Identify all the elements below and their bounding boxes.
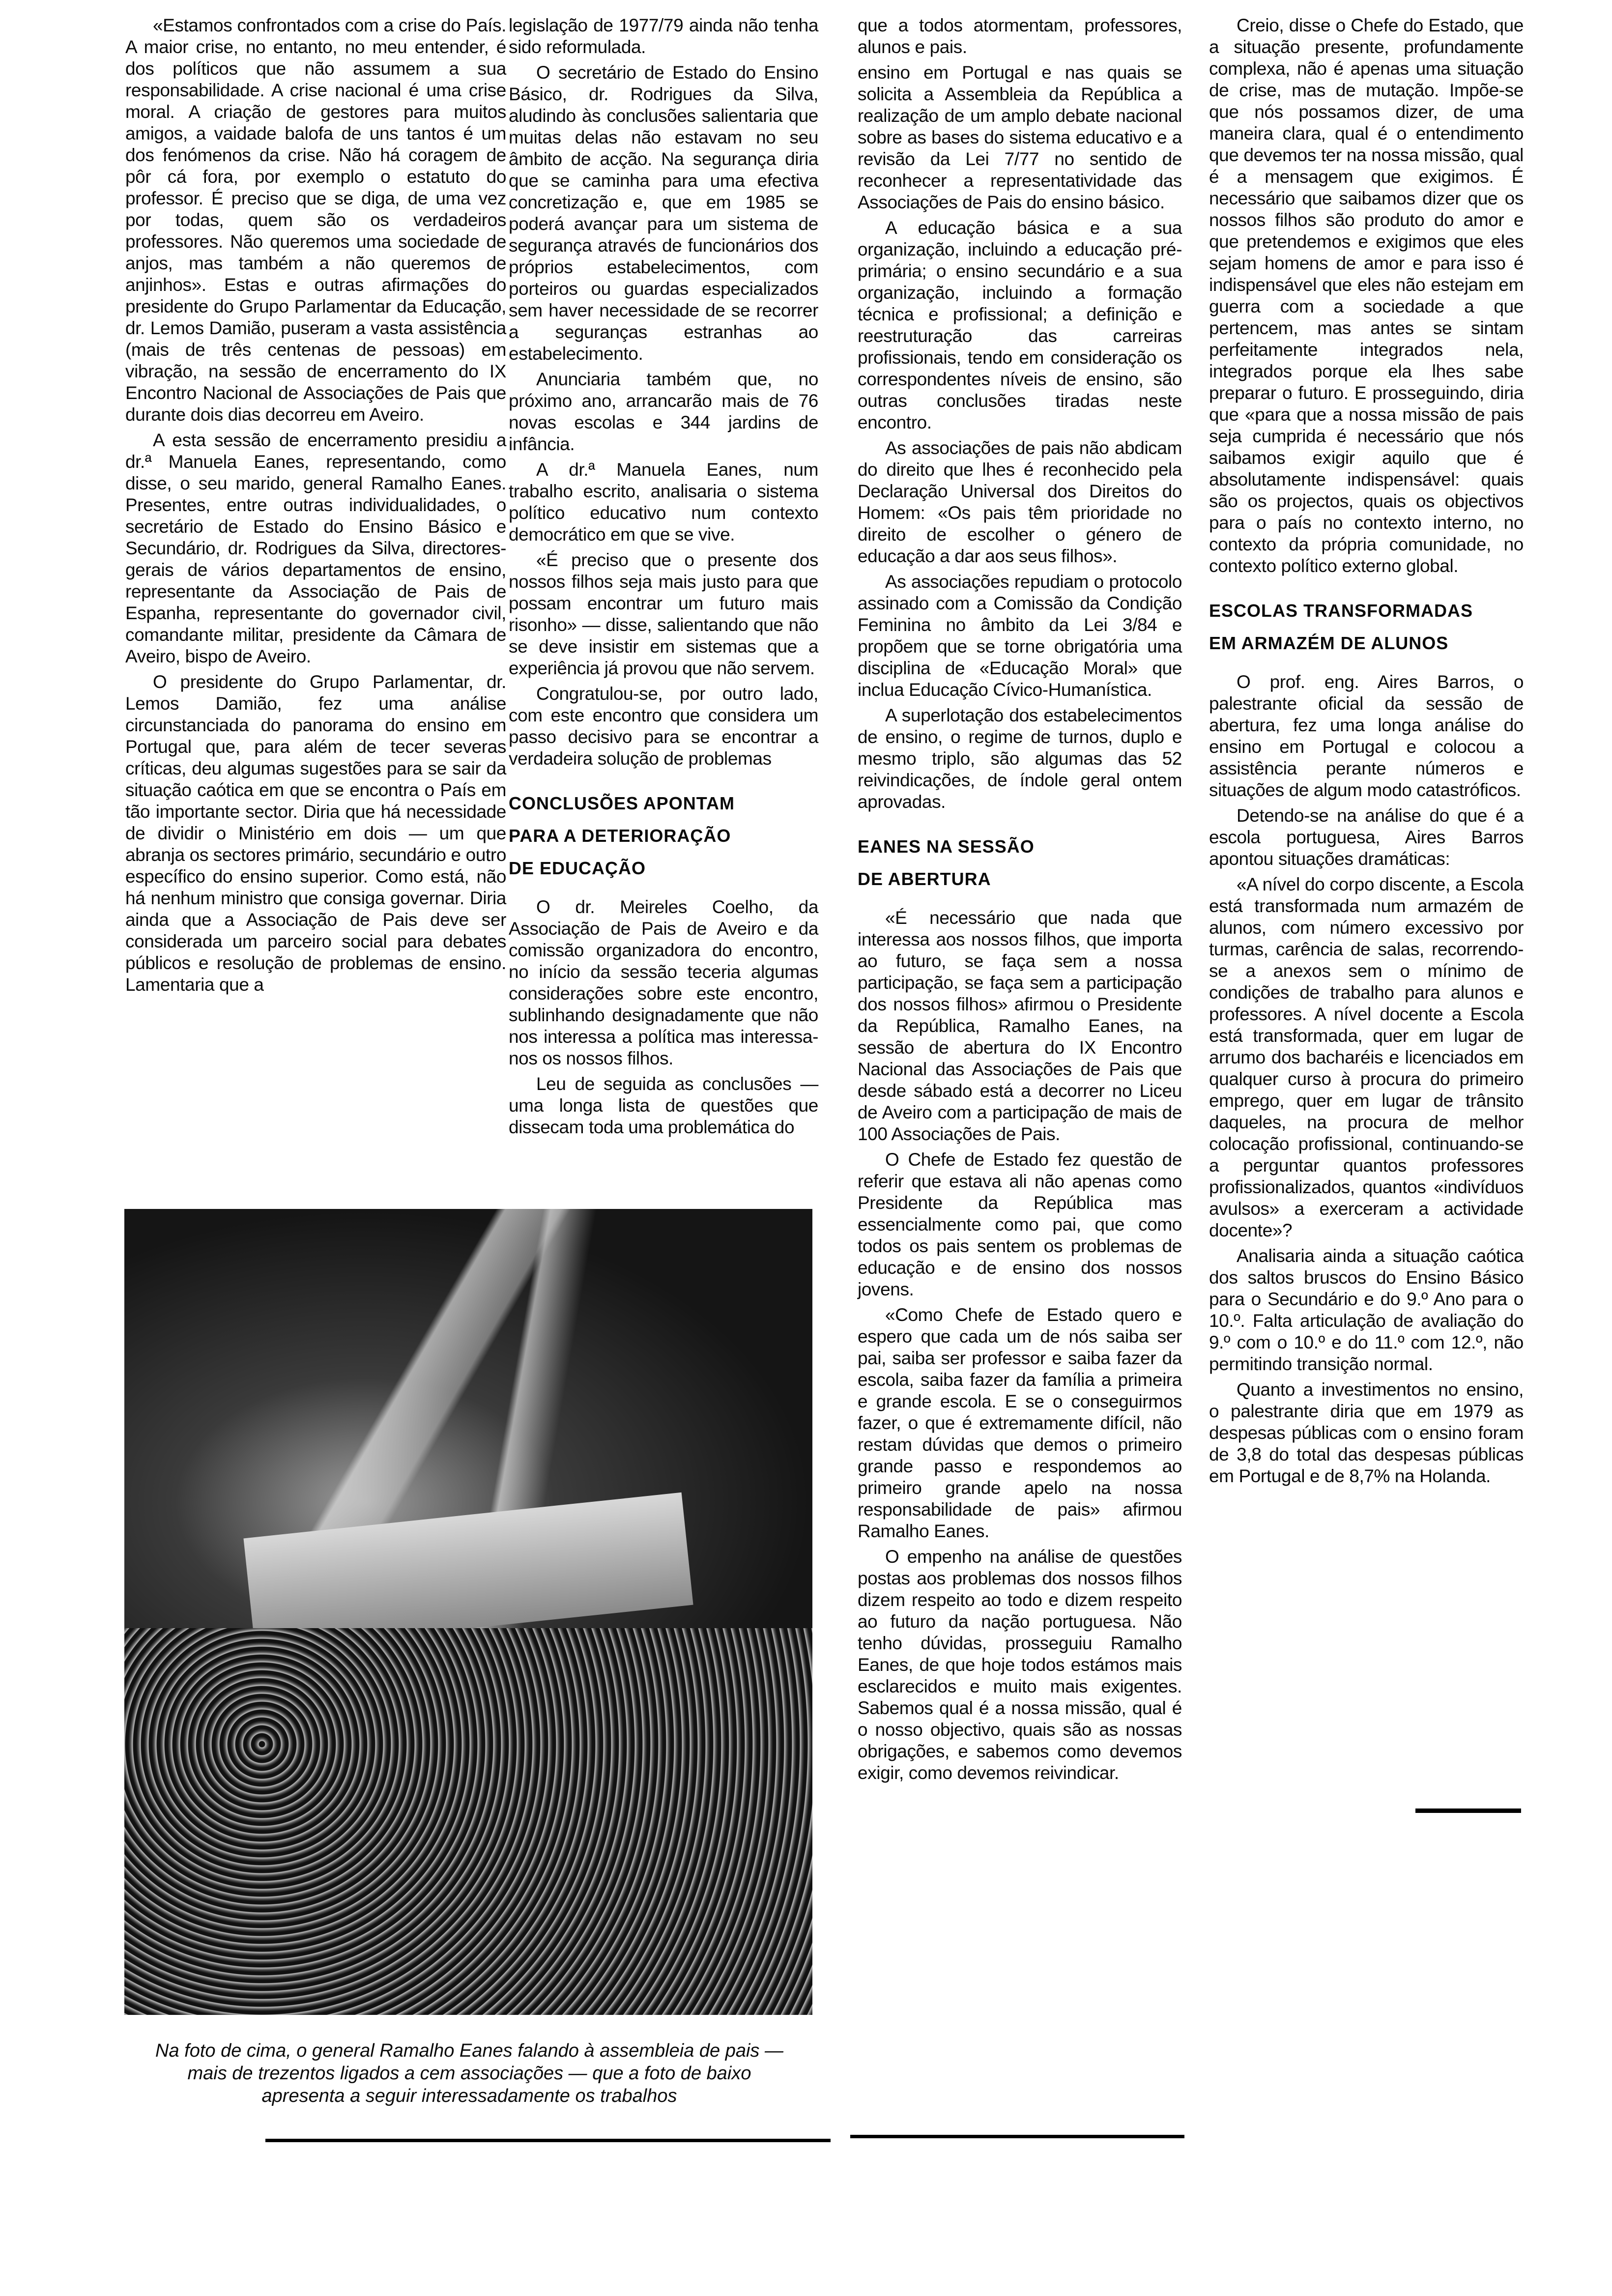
article-paragraph: Analisaria ainda a situação caótica dos saltos bruscos do Ensino Básico para o Secundário e do 9.º Ano para o 10.º. Falta articulação de avaliação do 9.º com o 10.º e do 11.º com 12.º, não permitindo transição normal.	[1209, 1246, 1524, 1374]
article-paragraph: Quanto a investimentos no ensino, o palestrante diria que em 1979 as despesas públicas com o ensino foram de 3,8 do total das despesas públicas em Portugal e de 8,7% na Holanda.	[1209, 1379, 1524, 1486]
article-column-1	[125, 15, 506, 1000]
article-column-2	[509, 15, 818, 1142]
section-heading	[509, 787, 818, 885]
section-heading	[1209, 595, 1524, 660]
caption-line: apresenta a seguir interessadamente os trabalhos	[261, 2086, 677, 2106]
section-heading-line: EM ARMAZÉM DE ALUNOS	[1209, 633, 1449, 653]
article-paragraph: legislação de 1977/79 ainda não tenha sido reformulada.	[509, 15, 818, 57]
article-paragraph: O prof. eng. Aires Barros, o palestrante oficial da sessão de abertura, fez uma longa análise do ensino em Portugal e colocou a assistência perante números e situações de algum modo catastróficos.	[1209, 672, 1524, 800]
section-heading-line: DE EDUCAÇÃO	[509, 858, 646, 878]
article-paragraph: As associações de pais não abdicam do direito que lhes é reconhecido pela Declaração Universal dos Direitos do Homem: «Os pais têm prioridade no direito de escolher o género de educação a dar aos seus filhos».	[858, 438, 1182, 566]
article-paragraph: A dr.ª Manuela Eanes, num trabalho escrito, analisaria o sistema político educativo num contexto democrático em que se vive.	[509, 459, 818, 545]
news-photo	[124, 1209, 812, 2015]
article-paragraph: Creio, disse o Chefe do Estado, que a situação presente, profundamente complexa, não é apenas uma situação de crise, mas de mutação. Impõe-se que nós possamos dizer, de uma maneira clara, qual é o entendimento que devemos ter na nossa missão, qual é a mensagem que exigimos. É necessário que saibamos dizer que os nossos filhos são produto do amor e que pretendemos e exigimos que eles sejam homens de amor e para isso é indispensável que eles não estejam em guerra com a sociedade a que pertencem, mas antes se sintam perfeitamente integrados nela, integrados porque ela lhes sabe preparar o futuro. E prosseguindo, diria que «para que a nossa missão de pais seja cumprida é necessário que nós saibamos exigir aquilo que é absolutamente indispensável: quais são os projectos, quais os objectivos para o país no contexto interno, no contexto da própria comunidade, no contexto político externo global.	[1209, 15, 1524, 576]
article-paragraph: A superlotação dos estabelecimentos de ensino, o regime de turnos, duplo e mesmo triplo, são algumas das 52 reivindicações, de índole geral ontem aprovadas.	[858, 705, 1182, 812]
article-paragraph: «É preciso que o presente dos nossos filhos seja mais justo para que possam encontrar um futuro mais risonho» — disse, salientando que não se deve insistir em sistemas que a experiência já provou que não servem.	[509, 550, 818, 678]
article-paragraph: «Como Chefe de Estado quero e espero que cada um de nós saiba ser pai, saiba ser professor e saiba fazer da escola, saiba fazer da família a primeira e grande escola. E se o conseguirmos fazer, o que é extremamente difícil, não restam dúvidas que demos o primeiro grande passo e respondemos ao primeiro grande apelo na nossa responsabilidade de pais» afirmou Ramalho Eanes.	[858, 1305, 1182, 1541]
photo-caption	[125, 2039, 813, 2107]
article-paragraph: O dr. Meireles Coelho, da Associação de Pais de Aveiro e da comissão organizadora do encontro, no início da sessão teceria algumas considerações sobre este encontro, sublinhando designadamente que não nos interessa a política mas interessa-nos os nossos filhos.	[509, 897, 818, 1068]
article-paragraph: «É necessário que nada que interessa aos nossos filhos, que importa ao futuro, se faça sem a nossa participação, se faça sem a participação dos nossos filhos» afirmou o Presidente da República, Ramalho Eanes, na sessão de abertura do IX Encontro Nacional das Associações de Pais que desde sábado está a decorrer no Liceu de Aveiro com a participação de mais de 100 Associações de Pais.	[858, 908, 1182, 1144]
end-of-article-rule	[1415, 1808, 1521, 1813]
section-heading	[858, 831, 1182, 895]
article-paragraph: O presidente do Grupo Parlamentar, dr. Lemos Damião, fez uma análise circunstanciada do panorama do ensino em Portugal que, para além de tecer severas críticas, deu algumas sugestões para se sair da situação caótica em que se encontra o País em tão importante sector. Diria que há necessidade de dividir o Ministério em dois — um que abranja os sectores primário, secundário e outro específico do ensino superior. Como está, não há nenhum ministro que consiga governar. Diria ainda que a Associação de Pais deve ser considerada um parceiro social para debates públicos e resolução de problemas de ensino. Lamentaria que a	[125, 672, 506, 995]
section-heading-line: PARA A DETERIORAÇÃO	[509, 826, 731, 846]
article-paragraph: A esta sessão de encerramento presidiu a dr.ª Manuela Eanes, representando, como disse, o seu marido, general Ramalho Eanes. Presentes, entre outras individualidades, o secretário de Estado do Ensino Básico e Secundário, dr. Rodrigues da Silva, directores-gerais de vários departamentos de ensino, representante da Associação de Pais de Espanha, representante do governador civil, comandante militar, presidente da Câmara de Aveiro, bispo de Aveiro.	[125, 430, 506, 666]
article-paragraph: Congratulou-se, por outro lado, com este encontro que considera um passo decisivo para se encontrar a verdadeira solução de problemas	[509, 684, 818, 769]
article-paragraph: O secretário de Estado do Ensino Básico, dr. Rodrigues da Silva, aludindo às conclusões salientaria que muitas delas não estavam no seu âmbito de acção. Na segurança diria que se caminha para uma efectiva concretização e, que em 1985 se poderá avançar para um sistema de segurança através de funcionários dos próprios estabelecimentos, com porteiros ou guardas especializados sem haver necessidade de se recorrer a seguranças estranhas ao estabelecimento.	[509, 62, 818, 364]
article-paragraph: «A nível do corpo discente, a Escola está transformada num armazém de alunos, com número excessivo por turmas, carência de salas, recorrendo-se a anexos sem o mínimo de condições de trabalho para alunos e professores. A nível docente a Escola está transformada, quer em lugar de arrumo dos bacharéis e licenciados em qualquer curso à procura do primeiro emprego, quer em lugar de trânsito daqueles, na procura de melhor colocação profissional, continuando-se a perguntar quantos professores profissionalizados, quantos «indivíduos avulsos» a exerceram a actividade docente»?	[1209, 874, 1524, 1240]
article-paragraph: O empenho na análise de questões postas aos problemas dos nossos filhos dizem respeito ao todo e dizem respeito ao futuro da nação portuguesa. Não tenho dúvidas, prosseguiu Ramalho Eanes, de que hoje todos estámos mais esclarecidos e muito mais exigentes. Sabemos qual é a nossa missão, qual é o nosso objectivo, quais são as nossas obrigações, e sabemos como devemos exigir, como devemos reivindicar.	[858, 1547, 1182, 1783]
article-column-4	[1209, 15, 1524, 1491]
divider-rule	[265, 2139, 831, 2142]
article-paragraph: Leu de seguida as conclusões — uma longa lista de questões que dissecam toda uma problemática do	[509, 1074, 818, 1137]
caption-line: mais de trezentos ligados a cem associações — que a foto de baixo	[187, 2063, 751, 2084]
article-paragraph: As associações repudiam o protocolo assinado com a Comissão da Condição Feminina no âmbito da Lei 3/84 e propõem que se torne obrigatória uma disciplina de «Educação Moral» que inclua Educação Cívico-Humanística.	[858, 572, 1182, 700]
article-paragraph: A educação básica e a sua organização, incluindo a educação pré-primária; o ensino secundário e a sua organização, incluindo a formação técnica e profissional; a definição e reestruturação das carreiras profissionais, tendo em consideração os correspondentes níveis de ensino, são outras conclusões tiradas neste encontro.	[858, 218, 1182, 432]
divider-rule	[850, 2135, 1184, 2138]
section-heading-line: EANES NA SESSÃO	[858, 836, 1035, 857]
section-heading-line: CONCLUSÕES APONTAM	[509, 793, 735, 813]
article-paragraph: que a todos atormentam, professores, alunos e pais.	[858, 15, 1182, 57]
article-paragraph: Anunciaria também que, no próximo ano, arrancarão mais de 76 novas escolas e 344 jardins de infância.	[509, 369, 818, 454]
section-heading-line: DE ABERTURA	[858, 869, 991, 889]
article-column-3	[858, 15, 1182, 1788]
section-heading-line: ESCOLAS TRANSFORMADAS	[1209, 601, 1473, 621]
caption-line: Na foto de cima, o general Ramalho Eanes falando à assembleia de pais —	[155, 2040, 783, 2061]
article-paragraph: «Estamos confrontados com a crise do País. A maior crise, no entanto, no meu entender, é dos políticos que não assumem a sua responsabilidade. A crise nacional é uma crise moral. A criação de gestores para muitos amigos, a vaidade balofa de uns tantos é um dos fenómenos da crise. Não há coragem de pôr cá fora, por exemplo o estatuto do professor. É preciso que se diga, de uma vez por todas, quem são os verdadeiros professores. Não queremos uma sociedade de anjos, mas também a não queremos de anjinhos». Estas e outras afirmações do presidente do Grupo Parlamentar da Educação, dr. Lemos Damião, puseram a vasta assistência (mais de três centenas de pessoas) em vibração, na sessão de encerramento do IX Encontro Nacional de Associações de Pais que durante dois dias decorreu em Aveiro.	[125, 15, 506, 425]
article-paragraph: Detendo-se na análise do que é a escola portuguesa, Aires Barros apontou situações dramáticas:	[1209, 805, 1524, 869]
photo-audience	[124, 1628, 812, 2015]
article-paragraph: O Chefe de Estado fez questão de referir que estava ali não apenas como Presidente da República mas essencialmente como pai, que como todos os pais sentem os problemas de educação e de ensino dos nossos jovens.	[858, 1149, 1182, 1299]
article-paragraph: ensino em Portugal e nas quais se solicita a Assembleia da República a realização de um amplo debate nacional sobre as bases do sistema educativo e a revisão da Lei 7/77 no sentido de reconhecer a representatividade das Associações de Pais do ensino básico.	[858, 62, 1182, 212]
